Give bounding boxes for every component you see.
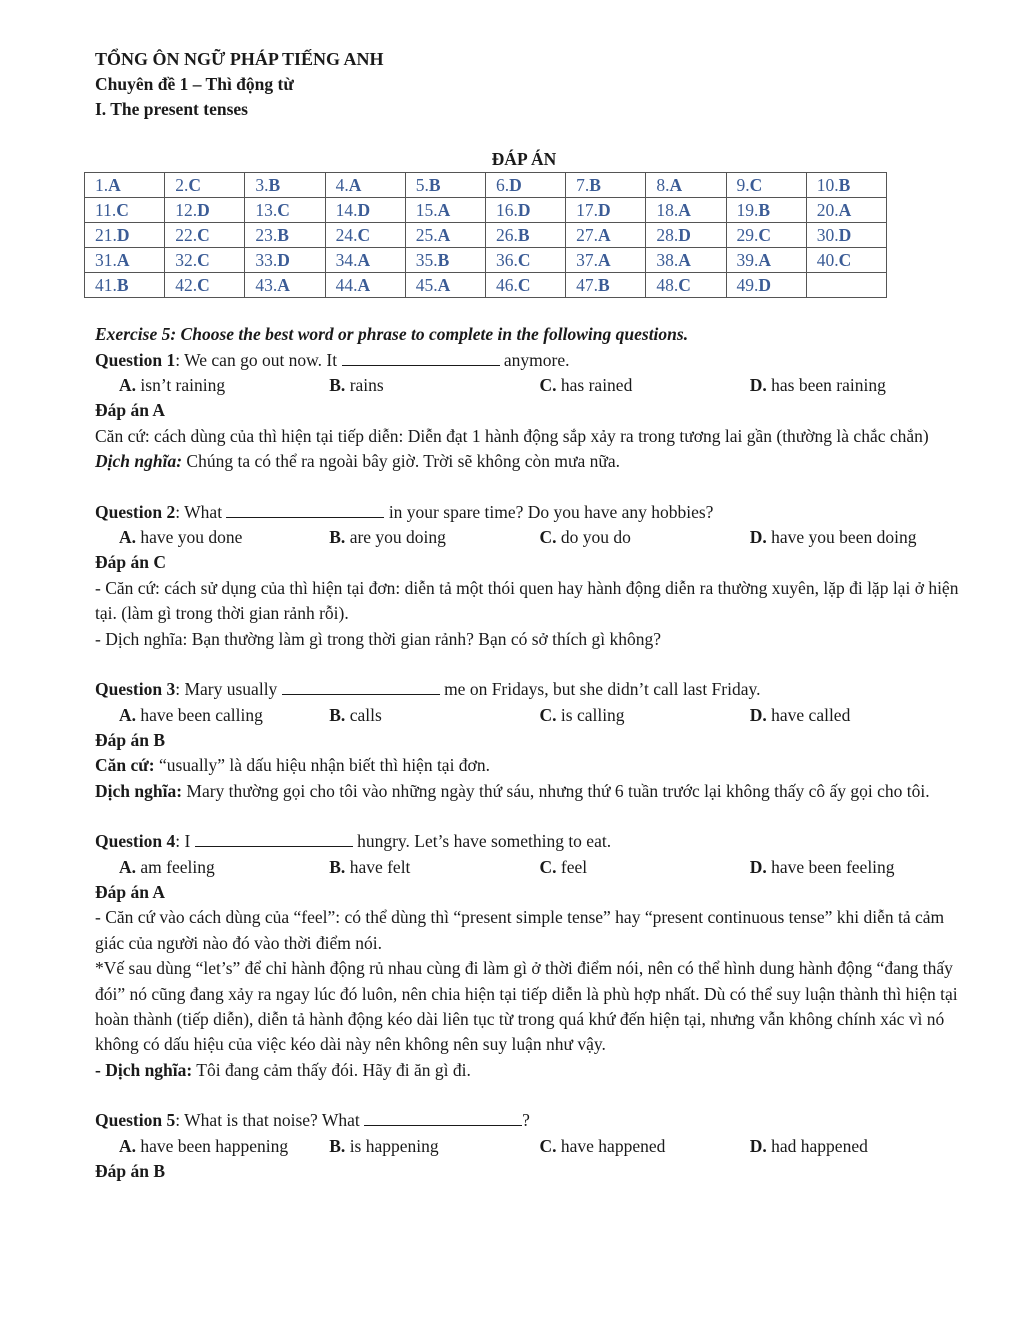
- question-2-options: [95, 525, 960, 550]
- answer-blank: [342, 351, 500, 366]
- exercise-instruction: Exercise 5: Choose the best word or phrase to complete in the following questions.: [95, 324, 689, 345]
- option-c: C. feel: [539, 856, 588, 877]
- answer-key-cell: 22.C: [165, 223, 245, 248]
- answer-key-cell: 6.D: [485, 173, 565, 198]
- answer-key-cell: 41.B: [85, 273, 165, 298]
- option-a: A. have been happening: [119, 1135, 289, 1156]
- question-1-translation: Dịch nghĩa: Chúng ta có thể ra ngoài bây giờ. Trời sẽ không còn mưa nữa.: [95, 451, 621, 472]
- option-c: C. do you do: [539, 527, 631, 548]
- option-a: A. isn’t raining: [119, 375, 226, 396]
- option-d: D. have been feeling: [749, 856, 895, 877]
- answer-key-cell: 32.C: [165, 248, 245, 273]
- question-2-basis: - Căn cứ: cách sử dụng của thì hiện tại đơn: diễn tả một thói quen hay hành động diễn ra thường xuyên, lặp đi lặp lại ở hiện tại. (làm gì trong thời gian rảnh rỗi).: [95, 577, 959, 624]
- question-1: Question 1: We can go out now. It anymore.: [95, 349, 570, 370]
- answer-blank: [195, 832, 353, 847]
- topic-heading: Chuyên đề 1 – Thì động từ: [95, 74, 294, 94]
- question-1-options: [95, 373, 960, 398]
- answer-key-cell: 14.D: [325, 198, 405, 223]
- section-heading: I. The present tenses: [95, 99, 248, 120]
- answer-key-cell: 26.B: [485, 223, 565, 248]
- answer-key-heading: ĐÁP ÁN: [491, 148, 557, 169]
- answer-key-cell: 28.D: [646, 223, 726, 248]
- answer-key-cell: [806, 273, 886, 298]
- answer-key-cell: 11.C: [85, 198, 165, 223]
- answer-blank: [226, 503, 384, 518]
- question-2-translation: - Dịch nghĩa: Bạn thường làm gì trong thời gian rảnh? Bạn có sở thích gì không?: [95, 628, 662, 649]
- document-title: TỔNG ÔN NGỮ PHÁP TIẾNG ANH: [95, 49, 384, 69]
- answer-key-cell: 4.A: [325, 173, 405, 198]
- answer-key-cell: 20.A: [806, 198, 886, 223]
- question-1-basis: Căn cứ: cách dùng của thì hiện tại tiếp diễn: Diễn đạt 1 hành động sắp xảy ra trong tương lai gần (thường là chắc chắn): [95, 425, 929, 446]
- option-a: A. have been calling: [119, 704, 263, 725]
- question-5-options: [95, 1134, 960, 1159]
- question-4-options: [95, 855, 960, 880]
- answer-key-cell: 2.C: [165, 173, 245, 198]
- answer-key-cell: 38.A: [646, 248, 726, 273]
- answer-key-cell: 24.C: [325, 223, 405, 248]
- option-d: D. has been raining: [749, 375, 886, 396]
- document-page: [95, 46, 960, 1184]
- question-4-answer: Đáp án A: [95, 881, 166, 902]
- answer-key-cell: 19.B: [726, 198, 806, 223]
- answer-key-cell: 40.C: [806, 248, 886, 273]
- option-c: C. has rained: [539, 375, 633, 396]
- answer-key-cell: 8.A: [646, 173, 726, 198]
- answer-key-cell: 33.D: [245, 248, 325, 273]
- question-1-answer: Đáp án A: [95, 400, 166, 421]
- answer-key-cell: 23.B: [245, 223, 325, 248]
- option-a: A. have you done: [119, 527, 243, 548]
- question-4-translation: - Dịch nghĩa: Tôi đang cảm thấy đói. Hãy đi ăn gì đi.: [95, 1059, 471, 1080]
- answer-blank: [282, 680, 440, 695]
- option-b: B. rains: [329, 375, 384, 396]
- question-5-answer: Đáp án B: [95, 1161, 166, 1181]
- question-4: Question 4: I hungry. Let’s have something to eat.: [95, 831, 612, 852]
- answer-key-row: [85, 248, 887, 273]
- answer-key-cell: 48.C: [646, 273, 726, 298]
- answer-key-cell: 46.C: [485, 273, 565, 298]
- answer-key-cell: 1.A: [85, 173, 165, 198]
- answer-key-cell: 45.A: [405, 273, 485, 298]
- answer-key-cell: 21.D: [85, 223, 165, 248]
- answer-key-cell: 43.A: [245, 273, 325, 298]
- answer-key-cell: 37.A: [566, 248, 646, 273]
- answer-key-cell: 3.B: [245, 173, 325, 198]
- question-4-basis: - Căn cứ vào cách dùng của “feel”: có thể dùng thì “present simple tense” hay “present continuous tense” khi diễn tả cảm giác của người nào đó vào thời điểm nói.: [95, 907, 945, 953]
- answer-key-cell: 42.C: [165, 273, 245, 298]
- answer-key-cell: 49.D: [726, 273, 806, 298]
- answer-key-row: [85, 173, 887, 198]
- question-3-options: [95, 703, 960, 728]
- question-2-answer: Đáp án C: [95, 552, 166, 573]
- question-2: Question 2: What in your spare time? Do you have any hobbies?: [95, 501, 714, 522]
- option-b: B. is happening: [329, 1135, 439, 1156]
- answer-key-cell: 12.D: [165, 198, 245, 223]
- answer-key-cell: 44.A: [325, 273, 405, 298]
- question-3-translation: Dịch nghĩa: Mary thường gọi cho tôi vào những ngày thứ sáu, nhưng thứ 6 tuần trước lại không thấy cô ấy gọi cho tôi.: [95, 780, 930, 801]
- answer-key-cell: 25.A: [405, 223, 485, 248]
- question-5: Question 5: What is that noise? What ?: [95, 1110, 530, 1131]
- answer-key-cell: 36.C: [485, 248, 565, 273]
- answer-key-cell: 27.A: [566, 223, 646, 248]
- answer-key-cell: 31.A: [85, 248, 165, 273]
- answer-key-cell: 39.A: [726, 248, 806, 273]
- question-3: Question 3: Mary usually me on Fridays, but she didn’t call last Friday.: [95, 679, 761, 700]
- option-a: A. am feeling: [119, 856, 215, 877]
- answer-key-cell: 15.A: [405, 198, 485, 223]
- question-3-answer: Đáp án B: [95, 729, 166, 750]
- answer-key-cell: 9.C: [726, 173, 806, 198]
- answer-key-row: [85, 223, 887, 248]
- answer-key-cell: 29.C: [726, 223, 806, 248]
- answer-key-cell: 7.B: [566, 173, 646, 198]
- answer-blank: [364, 1111, 522, 1126]
- answer-key-row: [85, 273, 887, 298]
- question-4-note: *Vế sau dùng “let’s” để chỉ hành động rủ nhau cùng đi làm gì ở thời điểm nói, nên có thể hình dung hành động “đang thấy đói” nó cũng đang xảy ra ngay lúc đó luôn, nên chia hiện tại tiếp diễn là phù hợp nhất. Dù có thể suy luận thành thì hiện tại hoàn thành (tiếp diễn), diễn tả hành động kéo dài liên tục từ trong quá khứ đến hiện tại, nhưng vẫn không chính xác vì nó không có dấu hiệu của việc kéo dài này nên không nên suy luận như vậy.: [95, 958, 958, 1055]
- answer-key-cell: 35.B: [405, 248, 485, 273]
- option-c: C. have happened: [539, 1135, 666, 1156]
- option-c: C. is calling: [539, 704, 625, 725]
- answer-key-cell: 10.B: [806, 173, 886, 198]
- answer-key-cell: 47.B: [566, 273, 646, 298]
- answer-key-cell: 34.A: [325, 248, 405, 273]
- answer-key-table: [84, 172, 887, 298]
- answer-key-cell: 17.D: [566, 198, 646, 223]
- answer-key-cell: 30.D: [806, 223, 886, 248]
- option-b: B. have felt: [329, 856, 411, 877]
- option-b: B. are you doing: [329, 527, 446, 548]
- option-d: D. have called: [749, 704, 851, 725]
- option-d: D. have you been doing: [749, 527, 917, 548]
- answer-key-cell: 13.C: [245, 198, 325, 223]
- option-b: B. calls: [329, 704, 382, 725]
- answer-key-cell: 16.D: [485, 198, 565, 223]
- answer-key-cell: 18.A: [646, 198, 726, 223]
- question-3-basis: Căn cứ: “usually” là dấu hiệu nhận biết thì hiện tại đơn.: [95, 755, 490, 776]
- answer-key-cell: 5.B: [405, 173, 485, 198]
- option-d: D. had happened: [749, 1135, 868, 1156]
- answer-key-row: [85, 198, 887, 223]
